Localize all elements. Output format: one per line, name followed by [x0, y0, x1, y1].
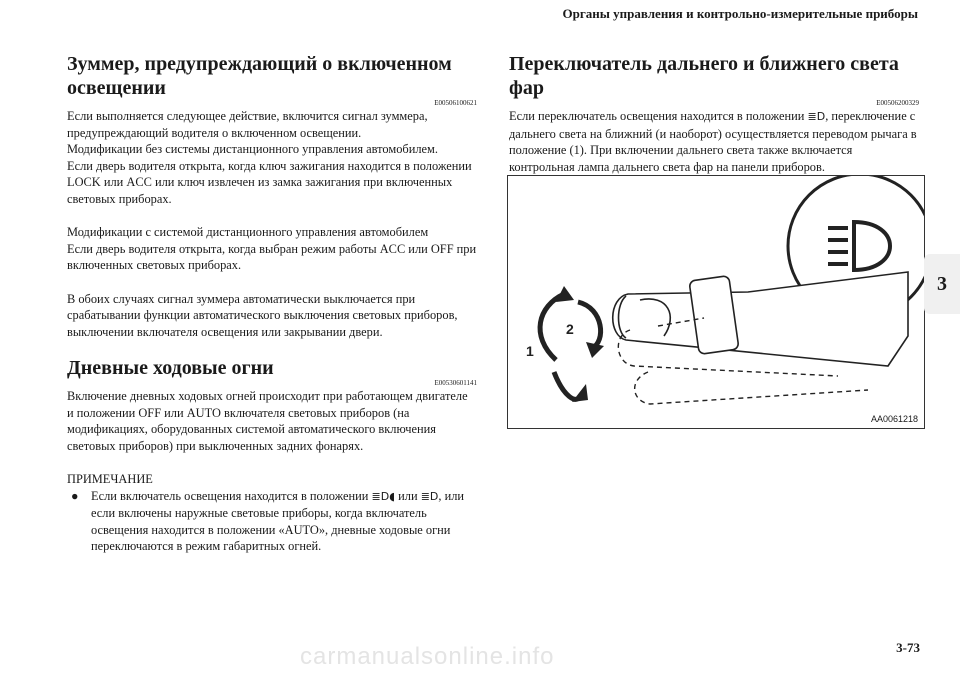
page-number: 3-73: [896, 640, 920, 655]
right-column: [509, 52, 919, 175]
headlight-icon: ≣D: [420, 489, 439, 503]
chapter-tab: 3: [924, 254, 960, 314]
paragraph: Если переключатель освещения находится в положении ≣D, переключение с дальнего света на ближний (и наоборот) осуществляется переводом рычага в положение (1). При включении дальнего света также включается контрольная лампа дальнего света фар на панели приборов.: [509, 109, 917, 174]
lever-illustration: [508, 176, 924, 428]
section-title-beam-switch: Переключатель дальнего и ближнего света фар: [509, 53, 899, 99]
note-title: ПРИМЕЧАНИЕ: [67, 472, 153, 486]
watermark: carmanualsonline.info: [300, 643, 555, 670]
label-1: 1: [526, 343, 534, 359]
left-column: [67, 52, 477, 555]
high-beam-icon: [828, 222, 890, 270]
paragraph: В обоих случаях сигнал зуммера автоматически выключается при срабатывании функции автоматического выключения световых приборов, выключении включателя освещения или закрывании двери.: [67, 291, 458, 339]
headlight-icon: ≣D: [807, 110, 826, 123]
position-light-icon: ≣D◖: [371, 489, 396, 503]
section-code: E00506100621: [434, 99, 477, 107]
paragraph: Модификации с системой дистанционного управления автомобилем: [67, 225, 429, 239]
figure-id: AA0061218: [870, 414, 918, 424]
paragraph: Если выполняется следующее действие, включится сигнал зуммера, предупреждающий водителя о включенном освещении.: [67, 109, 428, 140]
section-code: E00506200329: [876, 99, 919, 107]
section-code: E00530601141: [434, 379, 477, 387]
paragraph: Модификации без системы дистанционного управления автомобилем.: [67, 142, 438, 156]
page-header: Органы управления и контрольно-измерительные приборы: [562, 6, 918, 21]
section-title-buzzer: Зуммер, предупреждающий о включенном освещении: [67, 53, 452, 99]
note-bullet: ● Если включатель освещения находится в положении ≣D◖ или ≣D, или если включены наружные световые приборы, когда включатель освещения находится в положении «AUTO», дневные ходовые огни переключаются в режим габаритных огней.: [67, 488, 477, 555]
figure-beam-switch: [507, 175, 925, 429]
bullet-icon: ●: [71, 488, 79, 503]
label-2: 2: [566, 321, 574, 337]
paragraph: Включение дневных ходовых огней происходит при работающем двигателе и положении OFF или AUTO включателя световых приборов (на модификациях, оборудованных системой автоматического включения световых приборов) при выключенных задних фонарях.: [67, 389, 468, 453]
paragraph: Если дверь водителя открыта, когда ключ зажигания находится в положении LOCK или ACC или ключ извлечен из замка зажигания при включенных световых приборах.: [67, 158, 472, 206]
paragraph: Если дверь водителя открыта, когда выбран режим работы ACC или OFF при включенных световых приборах.: [67, 241, 477, 272]
section-title-drl: Дневные ходовые огни: [67, 357, 274, 379]
